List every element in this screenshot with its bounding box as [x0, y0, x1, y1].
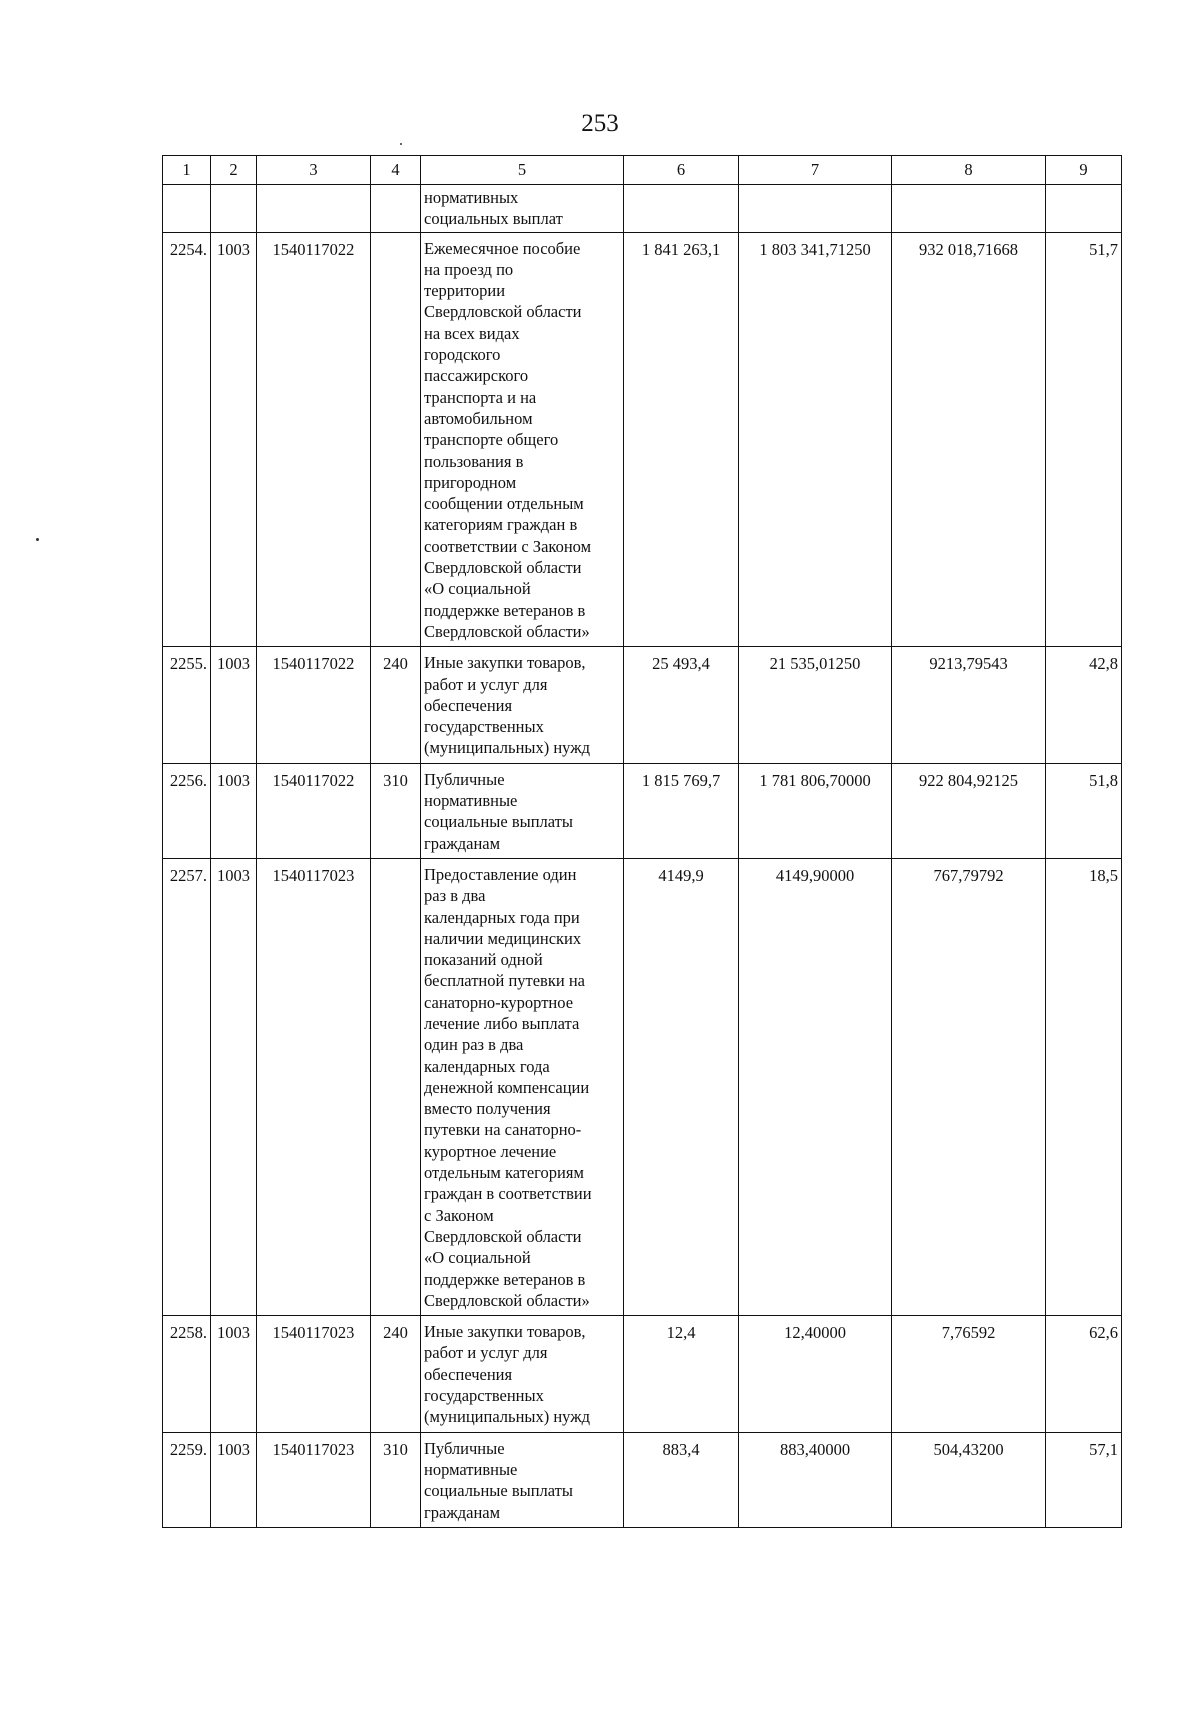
- value-col-8: [892, 647, 1046, 763]
- expense-type-code-text: [374, 859, 417, 869]
- section-code: [211, 232, 257, 647]
- row-number: [163, 1316, 211, 1432]
- scan-speck: [400, 143, 402, 145]
- percent-col-9: [1046, 1316, 1122, 1432]
- section-code-text: 1003: [217, 654, 250, 674]
- value-col-6-text: 1 841 263,1: [641, 239, 721, 259]
- target-article-code-text: [260, 185, 367, 189]
- value-col-7: [739, 647, 892, 763]
- row-number-text: 2257.: [169, 865, 207, 885]
- percent-col-9-text: 42,8: [1089, 654, 1118, 674]
- item-description: [421, 232, 624, 647]
- section-code: [211, 647, 257, 763]
- target-article-code: [257, 1316, 371, 1432]
- target-article-code: [257, 858, 371, 1315]
- value-col-6-text: [627, 185, 735, 189]
- section-code-text: 1003: [217, 770, 250, 790]
- row-number: [163, 232, 211, 647]
- value-col-6: [624, 232, 739, 647]
- expense-type-code-text: 240: [383, 1323, 408, 1343]
- value-col-8: [892, 232, 1046, 647]
- target-article-code-text: 1540117022: [272, 239, 355, 259]
- row-number-text: 2259.: [169, 1439, 207, 1459]
- item-description-text: Публичные нормативные социальные выплаты гражданам: [424, 1438, 573, 1522]
- item-description-text: Ежемесячное пособие на проезд по территории Свердловской области на всех видах городского пассажирского транспорта и на автомобильном транспорте общего пользования в пригородном сообщении отдельным категориям граждан в соответствии с Законом Свердловской области «О социальной поддержке ветеранов в Свердловской области»: [424, 238, 592, 641]
- value-col-6: [624, 1432, 739, 1527]
- value-col-8-text: 9213,79543: [929, 654, 1008, 674]
- target-article-code: [257, 647, 371, 763]
- expense-type-code: [371, 647, 421, 763]
- item-description-text: Иные закупки товаров, работ и услуг для обеспечения государственных (муниципальных) нужд: [424, 653, 591, 758]
- item-description-text: Иные закупки товаров, работ и услуг для обеспечения государственных (муниципальных) нужд: [424, 1322, 591, 1427]
- table-body: [163, 185, 1122, 1528]
- value-col-7-text: 4149,90000: [775, 865, 855, 885]
- scan-speck: [36, 538, 39, 541]
- percent-col-9-text: 51,7: [1089, 239, 1118, 259]
- value-col-7-text: 1 781 806,70000: [759, 770, 871, 790]
- target-article-code-text: 1540117022: [272, 770, 355, 790]
- item-description: [421, 647, 624, 763]
- percent-col-9-text: 57,1: [1089, 1439, 1118, 1459]
- table-row: [163, 1316, 1122, 1432]
- percent-col-9: [1046, 185, 1122, 233]
- target-article-code: [257, 1432, 371, 1527]
- row-number: [163, 858, 211, 1315]
- value-col-7-text: 12,40000: [784, 1323, 846, 1343]
- row-number-text: 2258.: [169, 1323, 207, 1343]
- table-row: [163, 858, 1122, 1315]
- expense-type-code-text: 240: [383, 654, 408, 674]
- value-col-6: [624, 763, 739, 858]
- section-code-text: 1003: [217, 239, 250, 259]
- percent-col-9: [1046, 1432, 1122, 1527]
- header-col-9: 9: [1046, 156, 1122, 185]
- value-col-8: [892, 185, 1046, 233]
- target-article-code-text: 1540117023: [272, 1439, 355, 1459]
- budget-table: [162, 155, 1122, 1528]
- value-col-7: [739, 185, 892, 233]
- expense-type-code: [371, 1316, 421, 1432]
- header-col-3: 3: [257, 156, 371, 185]
- item-description-text: нормативных социальных выплат: [424, 188, 563, 229]
- section-code: [211, 1432, 257, 1527]
- section-code: [211, 185, 257, 233]
- target-article-code-text: 1540117022: [272, 654, 355, 674]
- percent-col-9: [1046, 763, 1122, 858]
- row-number-text: 2254.: [169, 239, 207, 259]
- row-number: [163, 185, 211, 233]
- item-description: [421, 1432, 624, 1527]
- value-col-8-text: 922 804,92125: [919, 770, 1018, 790]
- item-description: [421, 1316, 624, 1432]
- value-col-6-text: 25 493,4: [652, 654, 710, 674]
- expense-type-code-text: 310: [383, 1439, 408, 1459]
- percent-col-9-text: [1049, 185, 1118, 189]
- item-description-text: Предоставление один раз в два календарных года при наличии медицинских показаний одной бесплатной путевки на санаторно-курортное лечение либо выплата один раз в два календарных года денежной компенсации вместо получения путевки на санаторно- курортное лечение отдельным категориям граждан в соответствии с Законом Свердловской области «О социальной поддержке ветеранов в Свердловской области»: [424, 864, 592, 1310]
- expense-type-code: [371, 185, 421, 233]
- expense-type-code-text: 310: [383, 770, 408, 790]
- expense-type-code-text: [374, 233, 417, 243]
- percent-col-9: [1046, 647, 1122, 763]
- item-description: [421, 185, 624, 233]
- value-col-6: [624, 647, 739, 763]
- section-code: [211, 763, 257, 858]
- value-col-7: [739, 858, 892, 1315]
- expense-type-code: [371, 763, 421, 858]
- row-number: [163, 647, 211, 763]
- value-col-7: [739, 1316, 892, 1432]
- section-code-text: 1003: [217, 1439, 250, 1459]
- value-col-6-text: 4149,9: [658, 865, 704, 885]
- header-col-7: 7: [739, 156, 892, 185]
- value-col-7: [739, 763, 892, 858]
- target-article-code-text: 1540117023: [272, 865, 355, 885]
- header-col-8: 8: [892, 156, 1046, 185]
- section-code: [211, 1316, 257, 1432]
- section-code-text: 1003: [217, 865, 250, 885]
- value-col-7-text: 1 803 341,71250: [759, 239, 871, 259]
- header-col-6: 6: [624, 156, 739, 185]
- percent-col-9-text: 51,8: [1089, 770, 1118, 790]
- item-description: [421, 763, 624, 858]
- item-description: [421, 858, 624, 1315]
- row-number: [163, 1432, 211, 1527]
- section-code-text: [214, 185, 253, 189]
- header-col-1: 1: [163, 156, 211, 185]
- table-row: [163, 647, 1122, 763]
- value-col-6-text: 12,4: [666, 1323, 696, 1343]
- value-col-8: [892, 763, 1046, 858]
- row-number: [163, 763, 211, 858]
- value-col-6-text: 883,4: [662, 1439, 700, 1459]
- value-col-8-text: [895, 185, 1042, 189]
- percent-col-9-text: 18,5: [1089, 865, 1118, 885]
- section-code-text: 1003: [217, 1323, 250, 1343]
- value-col-8-text: 767,79792: [933, 865, 1004, 885]
- header-col-5: 5: [421, 156, 624, 185]
- target-article-code-text: 1540117023: [272, 1323, 355, 1343]
- target-article-code: [257, 763, 371, 858]
- header-row: [163, 156, 1122, 185]
- value-col-7-text: 883,40000: [779, 1439, 851, 1459]
- header-col-2: 2: [211, 156, 257, 185]
- value-col-6: [624, 1316, 739, 1432]
- value-col-8-text: 932 018,71668: [919, 239, 1018, 259]
- table-row: [163, 232, 1122, 647]
- value-col-8: [892, 1432, 1046, 1527]
- value-col-8: [892, 1316, 1046, 1432]
- row-number-text: 2256.: [169, 770, 207, 790]
- expense-type-code: [371, 858, 421, 1315]
- item-description-text: Публичные нормативные социальные выплаты гражданам: [424, 769, 573, 853]
- expense-type-code-text: [374, 185, 417, 189]
- expense-type-code: [371, 232, 421, 647]
- value-col-6: [624, 858, 739, 1315]
- value-col-7: [739, 1432, 892, 1527]
- table-row: [163, 1432, 1122, 1527]
- percent-col-9: [1046, 858, 1122, 1315]
- row-number-text: [166, 185, 207, 189]
- table-row: [163, 185, 1122, 233]
- page-number: 253: [581, 110, 619, 137]
- expense-type-code: [371, 1432, 421, 1527]
- table-row: [163, 763, 1122, 858]
- value-col-8: [892, 858, 1046, 1315]
- value-col-6-text: 1 815 769,7: [641, 770, 721, 790]
- value-col-8-text: 504,43200: [933, 1439, 1004, 1459]
- target-article-code: [257, 232, 371, 647]
- value-col-7: [739, 232, 892, 647]
- section-code: [211, 858, 257, 1315]
- value-col-7-text: [742, 185, 888, 189]
- percent-col-9-text: 62,6: [1089, 1323, 1118, 1343]
- value-col-7-text: 21 535,01250: [769, 654, 861, 674]
- value-col-8-text: 7,76592: [941, 1323, 996, 1343]
- header-col-4: 4: [371, 156, 421, 185]
- row-number-text: 2255.: [169, 654, 207, 674]
- target-article-code: [257, 185, 371, 233]
- percent-col-9: [1046, 232, 1122, 647]
- value-col-6: [624, 185, 739, 233]
